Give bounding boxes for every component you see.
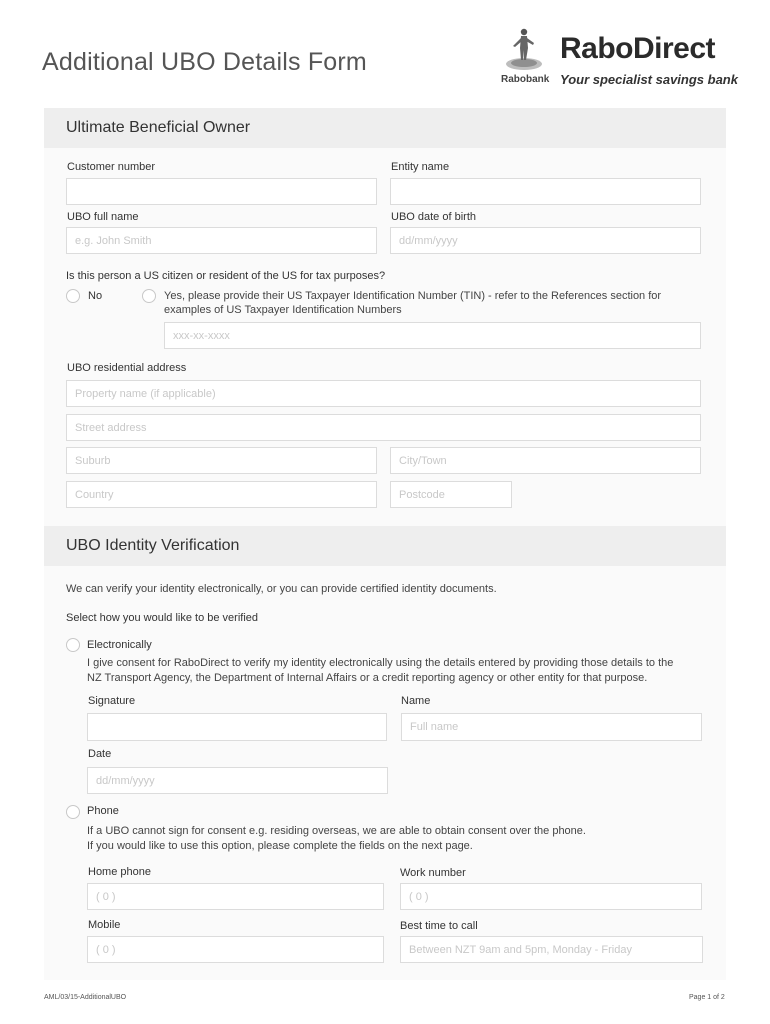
mobile-field[interactable] <box>87 936 384 963</box>
form-code: AML/03/15-AdditionalUBO <box>44 994 127 1001</box>
electronic-radio[interactable] <box>66 638 80 652</box>
ubo-full-name-placeholder: e.g. John Smith <box>75 234 152 247</box>
phone-label: Phone <box>87 805 119 817</box>
mobile-label: Mobile <box>88 919 121 931</box>
ubo-dob-field[interactable] <box>390 227 701 254</box>
phone-radio[interactable] <box>66 805 80 819</box>
home-phone-label: Home phone <box>88 866 151 878</box>
home-phone-placeholder: ( 0 ) <box>96 890 116 903</box>
tin-placeholder: xxx-xx-xxxx <box>173 329 230 342</box>
customer-number-label: Customer number <box>67 161 156 173</box>
best-time-field[interactable] <box>400 936 703 963</box>
section-title-verification: UBO Identity Verification <box>66 537 240 554</box>
signature-label: Signature <box>88 695 136 707</box>
us-no-label: No <box>88 290 103 302</box>
ubo-full-name-label: UBO full name <box>67 211 139 223</box>
signature-field[interactable] <box>87 713 387 741</box>
ubo-full-name-field[interactable] <box>66 227 377 254</box>
us-yes-label-line2: examples of US Taxpayer Identification Numbers <box>164 304 402 316</box>
name-label: Name <box>401 695 431 707</box>
country-placeholder: Country <box>75 488 114 501</box>
customer-number-field[interactable] <box>66 178 377 205</box>
suburb-field[interactable] <box>66 447 377 474</box>
us-yes-label-line1: Yes, please provide their US Taxpayer Identification Number (TIN) - refer to the References section for <box>164 290 662 302</box>
mobile-placeholder: ( 0 ) <box>96 943 116 956</box>
date-placeholder: dd/mm/yyyy <box>96 774 155 787</box>
page-number: Page 1 of 2 <box>689 994 725 1001</box>
verification-intro: We can verify your identity electronically, or you can provide certified identity documents. <box>66 583 497 595</box>
city-placeholder: City/Town <box>399 454 447 467</box>
consent-text-line2: NZ Transport Agency, the Department of Internal Affairs or a credit reporting agency or other entity for that purpose. <box>87 672 648 684</box>
work-number-field[interactable] <box>400 883 702 910</box>
us-yes-radio[interactable] <box>142 289 156 303</box>
street-address-field[interactable] <box>66 414 701 441</box>
work-number-label: Work number <box>400 867 466 879</box>
entity-name-label: Entity name <box>391 161 450 173</box>
postcode-field[interactable] <box>390 481 512 508</box>
suburb-placeholder: Suburb <box>75 454 111 467</box>
brand-name: RaboDirect <box>560 32 716 65</box>
consent-text-line1: I give consent for RaboDirect to verify my identity electronically using the details entered by providing those details to the <box>87 657 674 669</box>
address-label: UBO residential address <box>67 362 187 374</box>
bank-name: Rabobank <box>501 74 550 85</box>
name-field[interactable] <box>401 713 702 741</box>
home-phone-field[interactable] <box>87 883 384 910</box>
ubo-dob-placeholder: dd/mm/yyyy <box>399 234 458 247</box>
street-address-placeholder: Street address <box>75 421 147 434</box>
section-title-ubo: Ultimate Beneficial Owner <box>66 119 251 136</box>
property-name-field[interactable] <box>66 380 701 407</box>
phone-text-line1: If a UBO cannot sign for consent e.g. residing overseas, we are able to obtain consent over the phone. <box>87 825 586 837</box>
name-placeholder: Full name <box>410 721 459 733</box>
work-number-placeholder: ( 0 ) <box>409 890 429 903</box>
us-no-radio[interactable] <box>66 289 80 303</box>
page-title: Additional UBO Details Form <box>42 48 367 76</box>
brand-tagline: Your specialist savings bank <box>560 72 738 87</box>
rabobank-logo-icon <box>504 26 544 72</box>
phone-text-line2: If you would like to use this option, please complete the fields on the next page. <box>87 840 473 852</box>
us-question: Is this person a US citizen or resident of the US for tax purposes? <box>66 270 386 282</box>
ubo-dob-label: UBO date of birth <box>391 211 476 223</box>
best-time-label: Best time to call <box>400 920 478 932</box>
best-time-placeholder: Between NZT 9am and 5pm, Monday - Friday <box>409 943 632 956</box>
electronic-label: Electronically <box>87 639 152 651</box>
city-field[interactable] <box>390 447 701 474</box>
date-field[interactable] <box>87 767 388 794</box>
entity-name-field[interactable] <box>390 178 701 205</box>
property-name-placeholder: Property name (if applicable) <box>75 387 216 400</box>
postcode-placeholder: Postcode <box>399 488 445 501</box>
select-verification-label: Select how you would like to be verified <box>66 612 258 624</box>
country-field[interactable] <box>66 481 377 508</box>
date-label: Date <box>88 748 112 760</box>
tin-field[interactable] <box>164 322 701 349</box>
